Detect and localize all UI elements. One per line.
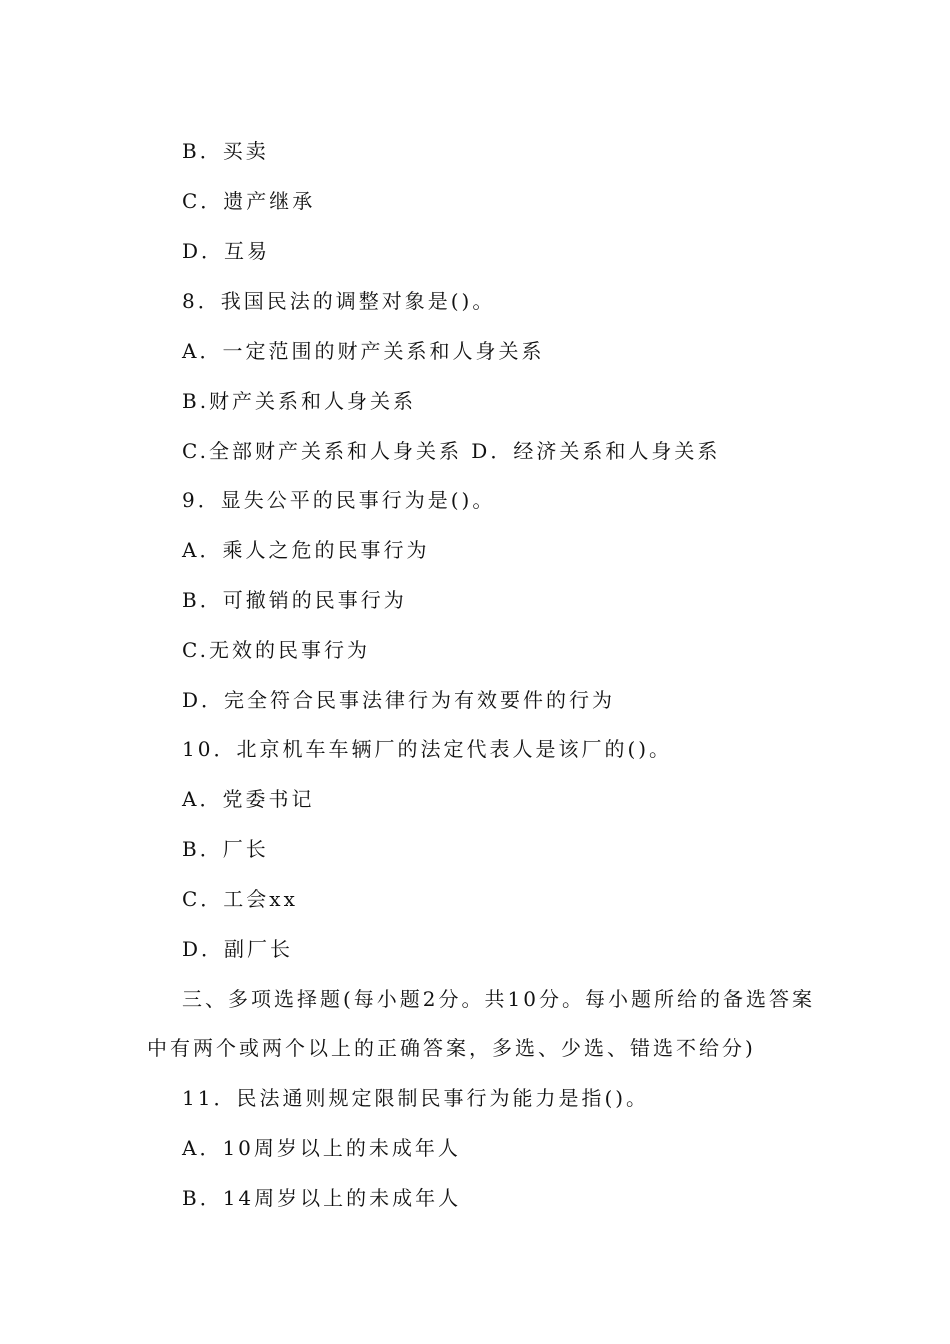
- option-9a: A．乘人之危的民事行为: [182, 538, 430, 562]
- option-10a: A．党委书记: [182, 787, 315, 811]
- option-9c: C.无效的民事行为: [182, 638, 370, 662]
- option-9b: B．可撤销的民事行为: [182, 588, 407, 612]
- section-heading-continued: 中有两个或两个以上的正确答案，多选、少选、错选不给分): [147, 1036, 756, 1060]
- option-10c: C．工会xx: [182, 887, 298, 911]
- option-10b: B．厂长: [182, 837, 269, 861]
- option-11a: A．10周岁以上的未成年人: [182, 1136, 461, 1160]
- question-11: 11．民法通则规定限制民事行为能力是指()。: [182, 1086, 650, 1110]
- option-9d: D．完全符合民事法律行为有效要件的行为: [182, 688, 616, 712]
- option-7b: B．买卖: [182, 139, 269, 163]
- option-11b: B．14周岁以上的未成年人: [182, 1186, 462, 1210]
- question-9: 9．显失公平的民事行为是()。: [182, 488, 496, 512]
- question-8: 8．我国民法的调整对象是()。: [182, 289, 496, 313]
- section-heading: 三、多项选择题(每小题2分。共10分。每小题所给的备选答案: [182, 987, 815, 1011]
- option-7d: D．互易: [182, 239, 271, 263]
- option-10d: D．副厂长: [182, 937, 294, 961]
- option-8a: A．一定范围的财产关系和人身关系: [182, 339, 545, 363]
- option-7c: C．遗产继承: [182, 189, 316, 213]
- option-8c-8d: C.全部财产关系和人身关系 D．经济关系和人身关系: [182, 439, 721, 463]
- question-10: 10．北京机车车辆厂的法定代表人是该厂的()。: [182, 737, 673, 761]
- option-8b: B.财产关系和人身关系: [182, 389, 417, 413]
